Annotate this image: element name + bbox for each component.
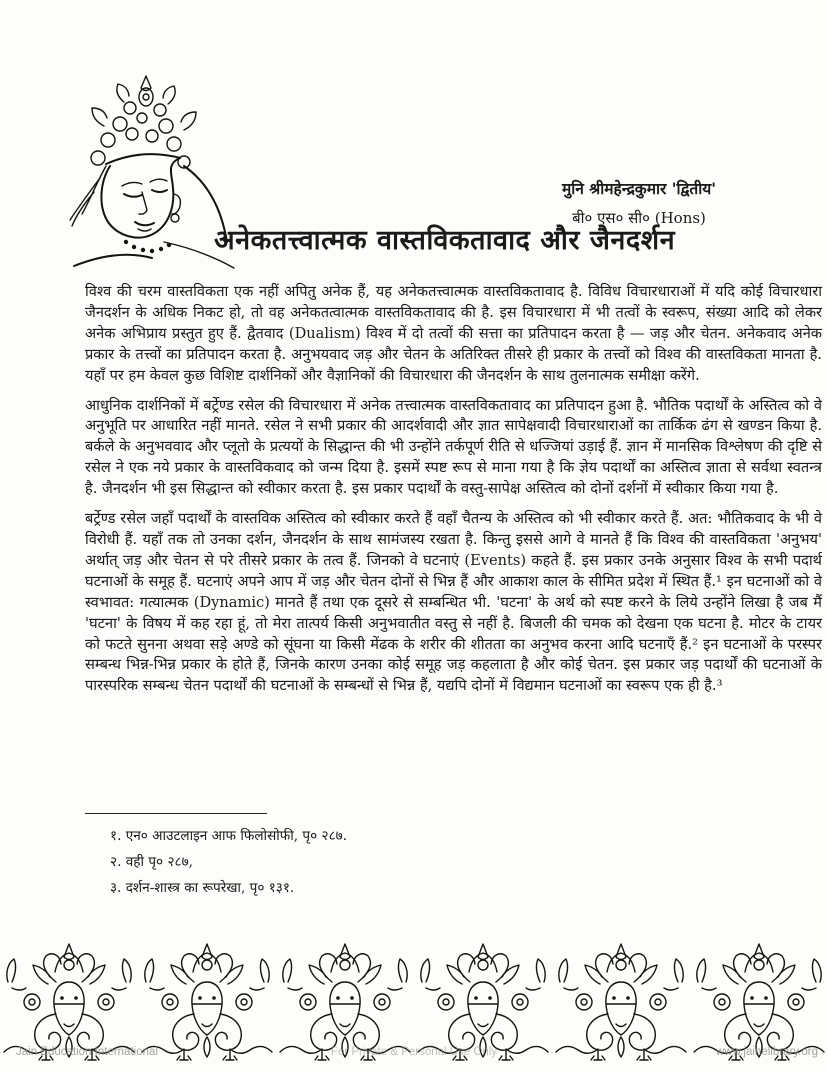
footnote-3: ३. दर्शन-शास्त्र का रूपरेखा, पृ० १३१.: [110, 880, 295, 896]
deity-head-illustration: [34, 66, 239, 271]
watermark-center: For Private & Personal Use Only: [330, 1046, 498, 1058]
footnote-2: २. वही पृ० २८७,: [110, 854, 193, 870]
footnote-1: १. एन० आउटलाइन आफ फिलोसोफी, पृ० २८७.: [110, 828, 348, 844]
paragraph-1: विश्व की चरम वास्तविकता एक नहीं अपितु अनेक हैं, यह अनेकतत्त्वात्मक वास्तविकतावाद है. विविध विचारधाराओं में यदि कोई विचारधारा जैनदर्शन के अधिक निकट हो, तो वह अनेकतत्वात्मक वास्तविकतावाद की है. इस विचारधारा में भी तत्वों के स्वरूप, संख्या आदि को लेकर अनेक अभिप्राय प्रस्तुत हुए हैं. द्वैतवाद (Dualism) विश्व में दो तत्वों की सत्ता का प्रतिपादन करता है — जड़ और चेतन. अनेकवाद अनेक प्रकार के तत्त्वों का प्रतिपादन करता है. अनुभयवाद जड़ और चेतन के अतिरिक्त तीसरे ही प्रकार के तत्त्वों को विश्व की वास्तविकता मानता है. यहाँ पर हम केवल कुछ विशिष्ट दार्शनिकों और वैज्ञानिकों की विचारधारा की जैनदर्शन के साथ तुलनात्मक समीक्षा करेंगे.: [85, 283, 822, 384]
paragraph-3: बर्ट्रेण्ड रसेल जहाँ पदार्थों के वास्तविक अस्तित्व को स्वीकार करते हैं वहाँ चैतन्य के अस्तित्व को भी स्वीकार करते हैं. अत: भौतिकवाद के भी वे विरोधी हैं. यहाँ तक तो उनका दर्शन, जैनदर्शन के साथ सामंजस्य रखता है. किन्तु इससे आगे वे मानते हैं कि विश्व की वास्तविकता 'अनुभय' अर्थात् जड़ और चेतन से परे तीसरे प्रकार के तत्व हैं. जिनको वे घटनाएं (Events) कहते हैं. इस प्रकार उनके अनुसार विश्व के सभी पदार्थ घटनाओं के समूह हैं. घटनाएं अपने आप में जड़ और चेतन दोनों से भिन्न हैं और आकाश काल के सीमित प्रदेश में स्थित हैं.¹ इन घटनाओं को वे स्वभावत: गत्यात्मक (Dynamic) मानते हैं तथा एक दूसरे से सम्बन्धित भी. 'घटना' के अर्थ को स्पष्ट करने के लिये उन्होंने लिखा है जब मैं 'घटना' के विषय में कह रहा हूं, तो मेरा तात्पर्य किसी अनुभवातीत वस्तु से नहीं है. बिजली की चमक को देखना एक घटना है. मोटर के टायर को फटते सुनना अथवा सड़े अण्डे को सूंघना या किसी मेंढक के शरीर की शीतता का अनुभव करना आदि घटनाएँ हैं.² इन घटनाओं के परस्पर सम्बन्ध भिन्न-भिन्न प्रकार के होते हैं, जिनके कारण उनका कोई समूह जड़ कहलाता है और कोई चेतन. इस प्रकार जड़ पदार्थों की घटनाओं के पारस्परिक सम्बन्ध चेतन पदार्थों की घटनाओं के सम्बन्धों से भिन्न हैं, यद्यपि दोनों में विद्यमान घटनाओं का स्वरूप एक ही है.³: [85, 510, 822, 695]
watermark-left: Jain Education International: [16, 1046, 158, 1058]
footnote-divider: [85, 813, 267, 814]
article-body: [85, 282, 822, 697]
author-degree: बी० एस० सी० (Hons): [572, 209, 706, 228]
paragraph-2: आधुनिक दार्शनिकों में बर्ट्रेण्ड रसेल की विचारधारा में अनेक तत्त्वात्मक वास्तविकतावाद का प्रतिपादन हुआ है. भौतिक पदार्थों के अस्तित्व को वे अनुभूति पर आधारित नहीं मानते. रसेल ने सभी प्रकार की आदर्शवादी और ज्ञात सापेक्षवादी विचारधाराओं का तार्किक ढंग से खण्डन किया है. बर्कले के अनुभववाद और प्लूतो के प्रत्ययों के सिद्धान्त की भी उन्होंने तर्कपूर्ण रीति से धज्जियां उड़ाई हैं. ज्ञान में मानसिक विश्लेषण की दृष्टि से रसेल ने एक नये प्रकार के वास्तविकवाद को जन्म दिया है. इसमें स्पष्ट रूप से माना गया है कि ज्ञेय पदार्थों का अस्तित्व ज्ञाता से सर्वथा स्वतन्त्र है. जैनदर्शन भी इस सिद्धान्त को स्वीकार करता है. इस प्रकार पदार्थों के वस्तु-सापेक्ष अस्तित्व को दोनों दर्शनों में स्वीकार किया गया है.: [85, 396, 822, 498]
watermark-right: www.jainelibrary.org: [715, 1046, 818, 1058]
deity-illustration-svg: [34, 66, 239, 271]
page-title: अनेकतत्त्वात्मक वास्तविकतावाद और जैनदर्शन: [214, 225, 676, 256]
footnotes: [110, 823, 347, 901]
author-name: मुनि श्रीमहेन्द्रकुमार 'द्वितीय': [562, 179, 716, 198]
